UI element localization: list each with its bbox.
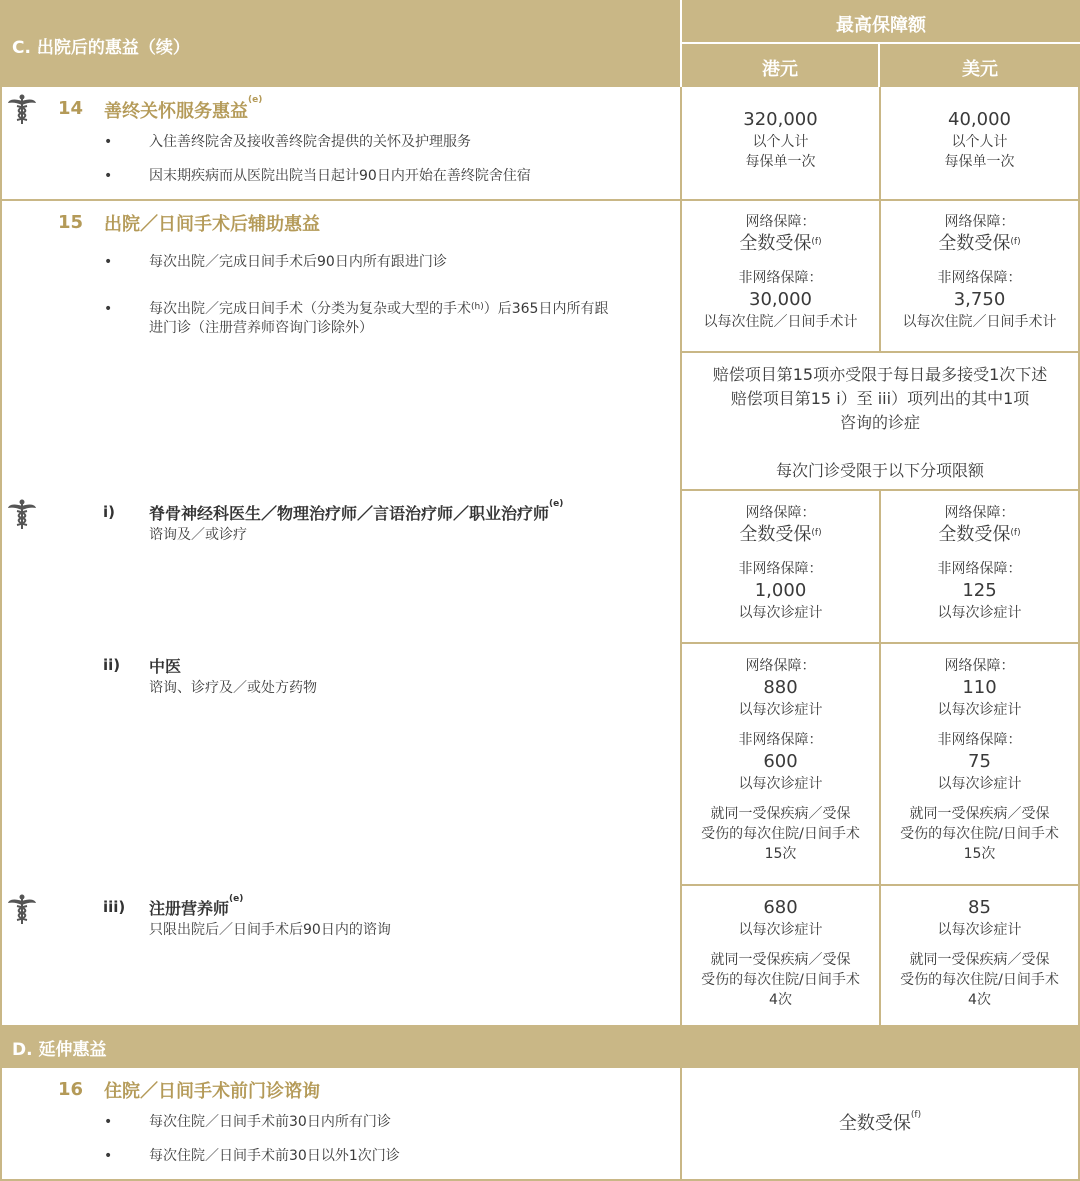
sub-i-hkd-non-unit: 以每次诊症计 bbox=[738, 605, 823, 621]
sub-i-hkd-cell bbox=[682, 503, 879, 623]
sub-iii-usd-lim2: 受伤的每次住院/日间手术 bbox=[900, 972, 1059, 988]
sub-ii-hkd-net-unit: 以每次诊症计 bbox=[738, 702, 823, 718]
bullet: • bbox=[104, 1148, 113, 1164]
sub-iii-usd-lim1: 就同一受保疾病／受保 bbox=[909, 952, 1050, 968]
item-14-usd-cell bbox=[881, 108, 1078, 172]
caduceus-icon bbox=[7, 499, 37, 531]
item-15-hkd-non-unit: 以每次住院／日间手术计 bbox=[703, 314, 858, 330]
item-15-bullet-2a: 每次出院／完成日间手术（分类为复杂或大型的手术 bbox=[149, 301, 471, 317]
item-15-hkd-non-label: 非网络保障： bbox=[738, 270, 823, 286]
item-15-usd-non-unit: 以每次住院／日间手术计 bbox=[902, 314, 1057, 330]
row-divider-15a bbox=[680, 351, 1080, 353]
sub-iii-desc: 只限出院后／日间手术后90日内的谘询 bbox=[149, 922, 391, 938]
item-14-title-text: 善终关怀服务惠益 bbox=[104, 101, 248, 122]
item-15-bullet-2c: 进门诊（注册营养师咨询门诊除外） bbox=[149, 320, 373, 336]
item-15-hkd-net-value: 全数受保 bbox=[739, 233, 812, 254]
sub-ii-usd-net-value: 110 bbox=[962, 677, 997, 698]
item-15-usd-non-label: 非网络保障： bbox=[937, 270, 1022, 286]
item-14-hkd-l1: 以个人计 bbox=[752, 134, 809, 150]
sub-iii-usd-unit: 以每次诊症计 bbox=[937, 922, 1022, 938]
item-16-value: 全数受保 bbox=[838, 1113, 911, 1134]
sub-iii-hkd-lim2: 受伤的每次住院/日间手术 bbox=[701, 972, 860, 988]
sub-i-usd-net-label: 网络保障： bbox=[944, 505, 1015, 521]
sub-iii-roman: iii) bbox=[103, 898, 126, 916]
caduceus-icon bbox=[7, 94, 37, 126]
sub-i-hkd-net bbox=[682, 523, 879, 547]
item-15-usd-non-value: 3,750 bbox=[953, 289, 1006, 310]
sub-i-usd-non-unit: 以每次诊症计 bbox=[937, 605, 1022, 621]
item-15-merged-l1: 赔偿项目第15项亦受限于每日最多接受1次下述 bbox=[712, 365, 1048, 384]
sub-ii-hkd-lim1: 就同一受保疾病／受保 bbox=[710, 806, 851, 822]
item-15-usd-cell bbox=[881, 212, 1078, 332]
item-14-usd-amount: 40,000 bbox=[948, 109, 1011, 130]
sub-iii-usd-cell bbox=[881, 896, 1078, 1010]
sub-iii-usd-lim3: 4次 bbox=[968, 992, 991, 1008]
section-d-header bbox=[0, 1025, 1080, 1068]
item-14-hkd-amount: 320,000 bbox=[743, 109, 818, 130]
row-divider-14 bbox=[0, 199, 1080, 201]
sub-i-hkd-net-note: (f) bbox=[811, 528, 822, 538]
item-15-merged-l2: 赔偿项目第15 i）至 iii）项列出的其中1项 bbox=[730, 389, 1030, 408]
sub-iii-hkd-cell bbox=[682, 896, 879, 1010]
border-left-d bbox=[0, 1068, 2, 1181]
sub-i-note: (e) bbox=[549, 499, 564, 509]
sub-iii-title bbox=[149, 896, 243, 919]
hkd-label: 港元 bbox=[762, 59, 798, 80]
row-divider-i bbox=[680, 642, 1080, 644]
item-15-merged-l3: 咨询的诊症 bbox=[839, 413, 920, 432]
item-14-bullet-2: 因末期疾病而从医院出院当日起计90日内开始在善终院舍住宿 bbox=[149, 168, 531, 184]
item-15-bullet-2-note: (h) bbox=[471, 302, 484, 312]
bullet: • bbox=[104, 254, 113, 270]
item-15-hkd-non-value: 30,000 bbox=[749, 289, 812, 310]
sub-ii-roman: ii) bbox=[103, 656, 121, 674]
section-d-title: D. 延伸惠益 bbox=[12, 1040, 107, 1060]
item-14-title bbox=[104, 97, 262, 123]
sub-ii-hkd-cell bbox=[682, 656, 879, 864]
bullet: • bbox=[104, 301, 113, 317]
sub-i-title-text: 脊骨神经科医生／物理治疗师／言语治疗师／职业治疗师 bbox=[149, 504, 550, 523]
sub-i-hkd-net-label: 网络保障： bbox=[745, 505, 816, 521]
bullet: • bbox=[104, 1114, 113, 1130]
item-15-usd-net bbox=[881, 232, 1078, 256]
sub-i-hkd-non-value: 1,000 bbox=[754, 580, 807, 601]
item-14-note: (e) bbox=[248, 95, 263, 105]
sub-ii-hkd-non-unit: 以每次诊症计 bbox=[738, 776, 823, 792]
item-15-merged-note bbox=[682, 363, 1078, 483]
sub-i-usd-net-note: (f) bbox=[1010, 528, 1021, 538]
bullet: • bbox=[104, 134, 113, 150]
item-15-number: 15 bbox=[58, 212, 84, 233]
sub-iii-hkd-lim3: 4次 bbox=[769, 992, 792, 1008]
sub-ii-usd-lim2: 受伤的每次住院/日间手术 bbox=[900, 826, 1059, 842]
item-15-usd-net-note: (f) bbox=[1010, 237, 1021, 247]
item-16-bullet-1: 每次住院／日间手术前30日内所有门诊 bbox=[149, 1114, 391, 1130]
item-15-bullet-2b: ）后365日内所有跟 bbox=[483, 301, 609, 317]
sub-iii-note: (e) bbox=[229, 894, 244, 904]
item-16-title: 住院／日间手术前门诊谘询 bbox=[104, 1081, 320, 1102]
item-16-value-cell bbox=[682, 1112, 1078, 1136]
sub-ii-usd-non-value: 75 bbox=[968, 751, 991, 772]
item-15-bullet-2 bbox=[149, 300, 674, 338]
item-15-hkd-net bbox=[682, 232, 879, 256]
sub-ii-hkd-non-value: 600 bbox=[763, 751, 798, 772]
sub-ii-usd-lim1: 就同一受保疾病／受保 bbox=[909, 806, 1050, 822]
sub-ii-hkd-non-label: 非网络保障： bbox=[738, 732, 823, 748]
item-14-hkd-l2: 每保单一次 bbox=[745, 154, 816, 170]
row-divider-ii bbox=[680, 884, 1080, 886]
sub-i-usd-net bbox=[881, 523, 1078, 547]
caduceus-icon bbox=[7, 894, 37, 926]
section-c-title: C. 出院后的惠益（续） bbox=[12, 38, 190, 58]
border-left bbox=[0, 87, 2, 1025]
item-16-number: 16 bbox=[58, 1079, 84, 1100]
item-15-usd-net-value: 全数受保 bbox=[938, 233, 1011, 254]
row-divider-15b bbox=[680, 489, 1080, 491]
sub-iii-hkd-unit: 以每次诊症计 bbox=[738, 922, 823, 938]
max-coverage-label: 最高保障额 bbox=[836, 15, 926, 36]
item-15-hkd-net-label: 网络保障： bbox=[745, 214, 816, 230]
sub-iii-usd-value: 85 bbox=[968, 897, 991, 918]
sub-iii-title-text: 注册营养师 bbox=[149, 899, 230, 918]
item-15-title: 出院／日间手术后辅助惠益 bbox=[104, 214, 320, 235]
sub-i-hkd-non-label: 非网络保障： bbox=[738, 561, 823, 577]
sub-ii-hkd-lim2: 受伤的每次住院/日间手术 bbox=[701, 826, 860, 842]
sub-ii-usd-non-label: 非网络保障： bbox=[937, 732, 1022, 748]
sub-i-usd-non-value: 125 bbox=[962, 580, 997, 601]
item-16-note: (f) bbox=[910, 1110, 922, 1120]
sub-ii-usd-net-label: 网络保障： bbox=[944, 658, 1015, 674]
sub-ii-usd-non-unit: 以每次诊症计 bbox=[937, 776, 1022, 792]
sub-i-usd-net-value: 全数受保 bbox=[938, 524, 1011, 545]
usd-label: 美元 bbox=[962, 59, 998, 80]
sub-i-roman: i) bbox=[103, 503, 115, 521]
item-14-hkd-cell bbox=[682, 108, 879, 172]
item-14-number: 14 bbox=[58, 98, 84, 119]
sub-ii-hkd-net-value: 880 bbox=[763, 677, 798, 698]
sub-ii-usd-cell bbox=[881, 656, 1078, 864]
item-15-hkd-cell bbox=[682, 212, 879, 332]
item-15-bullet-1: 每次出院／完成日间手术后90日内所有跟进门诊 bbox=[149, 254, 447, 270]
bullet: • bbox=[104, 168, 113, 184]
sub-iii-hkd-lim1: 就同一受保疾病／受保 bbox=[710, 952, 851, 968]
sub-i-hkd-net-value: 全数受保 bbox=[739, 524, 812, 545]
sub-ii-title: 中医 bbox=[149, 657, 182, 676]
item-15-merged-l4: 每次门诊受限于以下分项限额 bbox=[775, 461, 984, 480]
sub-i-desc: 谘询及／或诊疗 bbox=[149, 527, 247, 543]
sub-ii-usd-net-unit: 以每次诊症计 bbox=[937, 702, 1022, 718]
item-14-usd-l1: 以个人计 bbox=[951, 134, 1008, 150]
sub-iii-hkd-value: 680 bbox=[763, 897, 798, 918]
item-14-bullet-1: 入住善终院舍及接收善终院舍提供的关怀及护理服务 bbox=[149, 134, 471, 150]
item-14-usd-l2: 每保单一次 bbox=[944, 154, 1015, 170]
sub-i-usd-non-label: 非网络保障： bbox=[937, 561, 1022, 577]
item-16-bullet-2: 每次住院／日间手术前30日以外1次门诊 bbox=[149, 1148, 400, 1164]
sub-ii-desc: 谘询、诊疗及／或处方药物 bbox=[149, 680, 317, 696]
sub-i-title bbox=[149, 501, 563, 524]
sub-ii-hkd-net-label: 网络保障： bbox=[745, 658, 816, 674]
sub-ii-hkd-lim3: 15次 bbox=[764, 846, 797, 862]
item-15-hkd-net-note: (f) bbox=[811, 237, 822, 247]
sub-i-usd-cell bbox=[881, 503, 1078, 623]
sub-ii-usd-lim3: 15次 bbox=[963, 846, 996, 862]
item-15-usd-net-label: 网络保障： bbox=[944, 214, 1015, 230]
